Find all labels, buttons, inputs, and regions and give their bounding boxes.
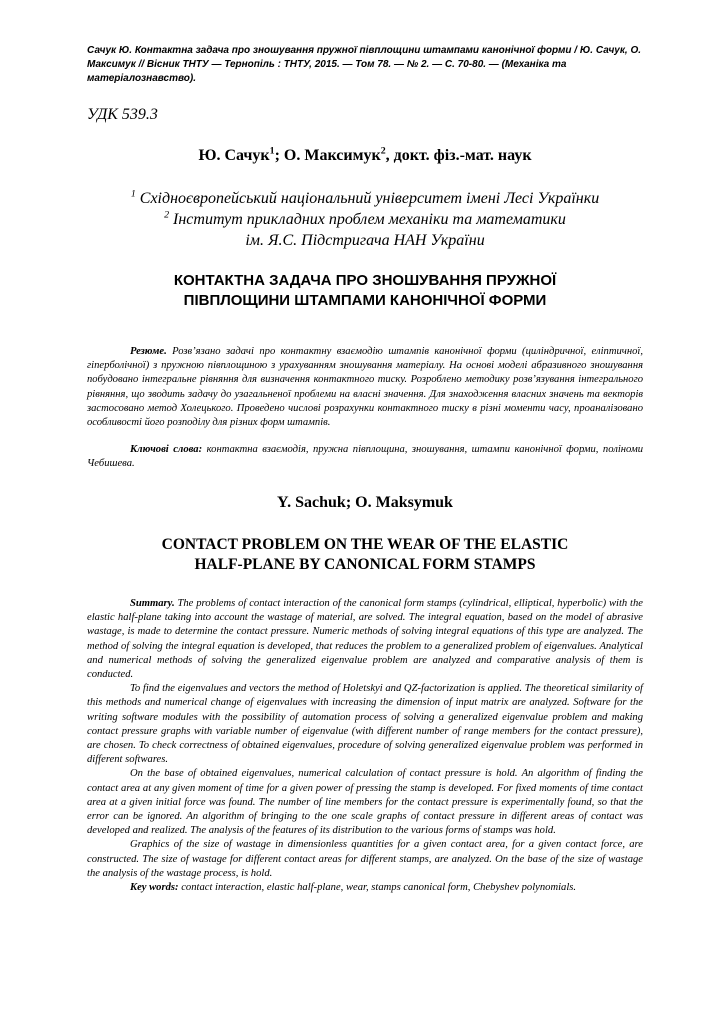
affiliation-2-text: Інститут прикладних проблем механіки та математики [169, 211, 566, 228]
abstract-ukrainian [87, 345, 643, 430]
keywords-english-label: Key words: [130, 882, 179, 894]
keywords-ukrainian [87, 443, 643, 471]
summary-paragraph-1-text: The problems of contact interaction of the canonical form stamps (cylindrical, elliptical, hyperbolic) with the elastic half-plane taking into account the wastage of material, are solved. The integral equation, based on the model of abrasive wastage, is made to determine the contact pressure. Numeric methods of solving integral equations of this type are analyzed. The method of solving the integral equation is developed, that reduces the problem to a generalized problem of eigenvalues. Analytical and numerical methods of solving the generalized eigenvalue problem are analyzed and comparative analysis of them is conducted. [87, 598, 643, 681]
title-ukrainian-line-1: КОНТАКТНА ЗАДАЧА ПРО ЗНОШУВАННЯ ПРУЖНОЇ [173, 272, 557, 289]
keywords-ukrainian-label: Ключові слова: [130, 444, 203, 455]
keywords-english [87, 881, 643, 895]
udk-code: УДК 539.3 [87, 106, 158, 123]
title-english [87, 535, 643, 575]
affiliation-1 [87, 188, 643, 209]
summary-english [87, 597, 643, 895]
title-ukrainian [87, 271, 643, 311]
affiliation-2 [87, 209, 643, 230]
author-1-affil-mark: 1 [269, 145, 275, 157]
summary-paragraph-1 [87, 597, 643, 682]
affiliation-2-cont [87, 230, 643, 251]
keywords-ukrainian-paragraph [87, 443, 643, 471]
authors-ukrainian [87, 147, 643, 165]
keywords-ukrainian-text: контактна взаємодія, пружна півплощина, зношування, штампи канонічної форми, поліноми Чебишева. [87, 444, 643, 470]
author-degree: , докт. фіз.-мат. наук [385, 147, 532, 164]
affiliation-1-mark: 1 [130, 188, 136, 200]
affiliation-2-mark: 2 [164, 209, 170, 221]
abstract-ukrainian-label: Резюме. [130, 346, 167, 357]
title-ukrainian-line-2: ПІВПЛОЩИНИ ШТАМПАМИ КАНОНІЧНОЇ ФОРМИ [183, 292, 547, 309]
citation-header: Сачук Ю. Контактна задача про зношування пружної півплощини штампами канонічної форми / Ю. Сачук, О. Максимук // Вісник ТНТУ — Тернопіль : ТНТУ, 2015. — Том 78. — № 2. — С. 70-80. — (Механіка та матеріалознавство). [87, 45, 642, 84]
summary-paragraph-2: To find the eigenvalues and vectors the method of Holetskyi and QZ-factorization is applied. The theoretical similarity of this methods and numerical change of eigenvalues with increasing the dimension of input matrix are analyzed. Software for the writing software modules with the possibility of automation process of solving a generalized eigenvalue problem and making contact pressure graphs with variable number of eigenvalue (with different number of range members for the contact pressure), are chosen. To check correctness of obtained eigenvalues, procedure of solving generalized eigenvalue problem was performed in different softwares. [87, 683, 643, 766]
abstract-ukrainian-paragraph [87, 345, 643, 430]
keywords-english-text: contact interaction, elastic half-plane, wear, stamps canonical form, Chebyshev polynomials. [178, 882, 577, 894]
affiliation-3-text: ім. Я.С. Підстригача НАН України [245, 232, 485, 249]
abstract-ukrainian-text: Розв’язано задачі про контактну взаємодію штампів канонічної форми (циліндричної, еліптичної, гіперболічної) з пружною півплощиною з урахуванням зношування матеріалу. На основі моделі абразивного зношування побудовано інтегральне рівняння для визначення контактного тиску. Розроблено методику розв’язування інтегрального рівняння, що зводить задачу до узагальненої проблеми на власні значення. Для знаходження власних значень та векторів застосовано метод Холецького. Проведено числові розрахунки контактного тиску в різні моменти часу, проаналізовано особливості його розподілу для різних форм штампів. [87, 346, 643, 429]
author-1-name: Ю. Сачук [198, 147, 270, 164]
summary-label: Summary. [130, 598, 175, 609]
author-separator: ; [274, 147, 284, 164]
author-2-name: О. Максимук [283, 147, 381, 164]
affiliations [87, 188, 643, 251]
authors-english: Y. Sachuk; O. Maksymuk [277, 494, 453, 511]
summary-paragraph-4: Graphics of the size of wastage in dimensionless quantities for a given contact area, for a given contact force, are constructed. The size of wastage for different contact areas for different stamps, are analyzed. On the base of the size of wastage the analysis of the wastage process, is hold. [87, 839, 643, 879]
title-english-line-1: CONTACT PROBLEM ON THE WEAR OF THE ELASTIC [161, 536, 569, 553]
affiliation-1-text: Східноєвропейський національний університет імені Лесі Українки [135, 190, 600, 207]
summary-paragraph-3: On the base of obtained eigenvalues, numerical calculation of contact pressure is hold. An algorithm of finding the contact area at any given moment of time for a given power of pressing the stamp is developed. For fixed moments of time contact area at a given initial force was found. The number of line members for the contact pressure is experimentally found, so that the error can be ignored. An algorithm of bringing to the one scale graphs of contact pressure in different areas of contact was developed and realized. The analysis of the features of its distribution to the various forms of stamps was hold. [87, 768, 643, 837]
author-2-affil-mark: 2 [380, 145, 386, 157]
title-english-line-2: HALF-PLANE BY CANONICAL FORM STAMPS [194, 556, 536, 573]
